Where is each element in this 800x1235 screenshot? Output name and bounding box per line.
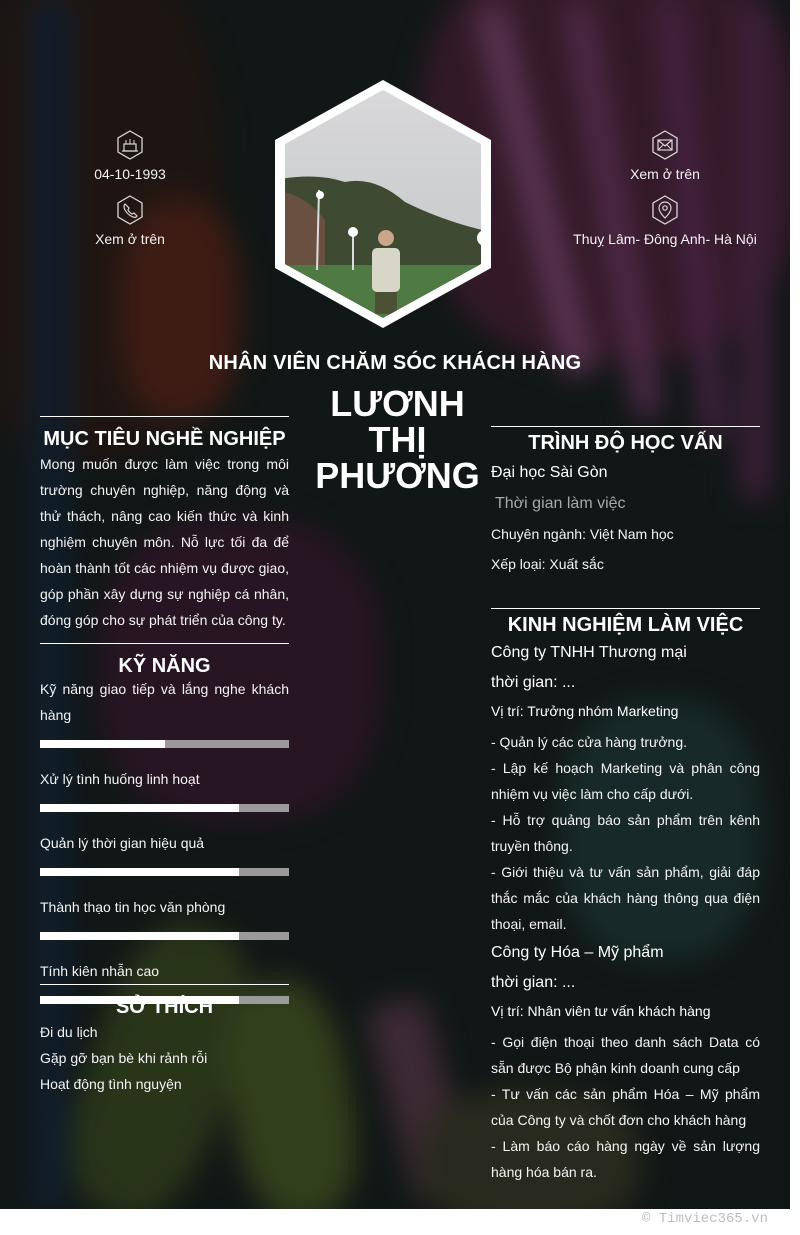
skill-bar <box>40 740 289 748</box>
section-skills <box>40 643 289 1022</box>
section-title: KINH NGHIỆM LÀM VIỆC <box>507 614 744 636</box>
skill-label: Thành thạo tin học văn phòng <box>40 899 226 915</box>
skill-bar-fill <box>40 868 239 876</box>
job-duty: - Gọi điện thoại theo danh sách Data có sẵn được Bộ phận kinh doanh cung cấp <box>491 1034 760 1076</box>
section-title: KỸ NĂNG <box>118 655 211 677</box>
skill-bar <box>40 868 289 876</box>
school-name: Đại học Sài Gòn <box>491 464 608 481</box>
divider <box>40 416 289 417</box>
divider <box>491 608 760 609</box>
section-education <box>491 426 760 574</box>
skill-item <box>40 830 289 876</box>
phone-value: Xem ở trên <box>95 231 165 247</box>
job-duty: - Làm báo cáo hàng ngày về sản lượng hàng hóa bán ra. <box>491 1138 760 1180</box>
contact-phone <box>80 195 180 247</box>
skill-label: Tính kiên nhẫn cao <box>40 963 160 979</box>
email-value: Xem ở trên <box>630 166 700 182</box>
candidate-name <box>310 383 485 496</box>
contact-address <box>565 195 765 247</box>
section-title: SỞ THÍCH <box>115 996 214 1018</box>
divider <box>40 643 289 644</box>
birthday-value: 04-10-1993 <box>94 166 166 182</box>
divider <box>40 984 289 985</box>
envelope-icon <box>650 130 680 160</box>
education-major: Chuyên ngành: Việt Nam học <box>491 526 674 542</box>
hobby-item: Gặp gỡ bạn bè khi rảnh rỗi <box>40 1050 208 1066</box>
job-duty: - Tư vấn các sản phẩm Hóa – Mỹ phẩm của Công ty và chốt đơn cho khách hàng <box>491 1086 760 1128</box>
skill-bar <box>40 932 289 940</box>
contact-email <box>615 130 715 182</box>
skill-bar-fill <box>40 932 239 940</box>
name-line: LƯƠNH <box>330 383 465 424</box>
name-line: PHƯƠNG <box>315 455 480 496</box>
skill-bar-fill <box>40 740 165 748</box>
job-duty: - Lập kế hoạch Marketing và phân công nhiệm vụ việc làm cho cấp dưới. <box>491 760 760 802</box>
copyright-footer: © Timviec365.vn <box>641 1211 768 1227</box>
address-value: Thuỵ Lâm- Đông Anh- Hà Nội <box>573 231 757 247</box>
section-title: TRÌNH ĐỘ HỌC VẤN <box>528 432 723 454</box>
hobby-item: Đi du lịch <box>40 1024 98 1040</box>
cake-icon <box>115 130 145 160</box>
education-grade: Xếp loại: Xuất sắc <box>491 556 604 572</box>
job-duty: - Quản lý các cửa hàng trưởng. <box>491 734 688 750</box>
skill-item <box>40 676 289 748</box>
hobby-item: Hoạt động tình nguyện <box>40 1076 182 1092</box>
job-title: NHÂN VIÊN CHĂM SÓC KHÁCH HÀNG <box>208 352 582 374</box>
education-time: Thời gian làm việc <box>495 495 626 512</box>
job-entry <box>491 641 760 937</box>
skill-bar-fill <box>40 804 239 812</box>
name-line: THỊ <box>368 419 427 460</box>
job-position: Vị trí: Nhân viên tư vấn khách hàng <box>491 1003 711 1019</box>
contact-birthday <box>80 130 180 182</box>
skill-label: Xử lý tình huống linh hoạt <box>40 771 200 787</box>
job-duty: - Giới thiệu và tư vấn sản phẩm, giải đáp thắc mắc của khách hàng thông qua điện thoại, email. <box>491 864 760 932</box>
company-name: Công ty TNHH Thương mại <box>491 644 687 661</box>
location-pin-icon <box>650 195 680 225</box>
skill-item <box>40 766 289 812</box>
skill-label: Quản lý thời gian hiệu quả <box>40 835 205 851</box>
skill-bar <box>40 804 289 812</box>
section-experience <box>491 608 760 1185</box>
avatar <box>275 80 491 328</box>
section-objective <box>40 416 289 633</box>
job-position: Vị trí: Trưởng nhóm Marketing <box>491 703 679 719</box>
job-duty: - Hỗ trợ quảng báo sản phẩm trên kênh truyền thông. <box>491 812 760 854</box>
divider <box>491 426 760 427</box>
job-time: thời gian: ... <box>491 974 576 991</box>
job-time: thời gian: ... <box>491 674 576 691</box>
company-name: Công ty Hóa – Mỹ phẩm <box>491 944 664 961</box>
skill-label: Kỹ năng giao tiếp và lắng nghe khách hàng <box>40 681 289 723</box>
section-title: MỤC TIÊU NGHỀ NGHIỆP <box>43 428 286 450</box>
section-hobbies <box>40 984 289 1097</box>
job-entry <box>491 941 760 1185</box>
objective-text: Mong muốn được làm việc trong môi trường chuyên nghiệp, năng động và thử thách, nâng cao kiến thức và kinh nghiệm chuyên môn. Nỗ lực tối đa để hoàn thành tốt các nhiệm vụ được giao, góp phần xây dựng sự nghiệp cá nhân, đóng góp cho sự phát triển của công ty. <box>40 456 289 628</box>
phone-icon <box>115 195 145 225</box>
skill-item <box>40 894 289 940</box>
